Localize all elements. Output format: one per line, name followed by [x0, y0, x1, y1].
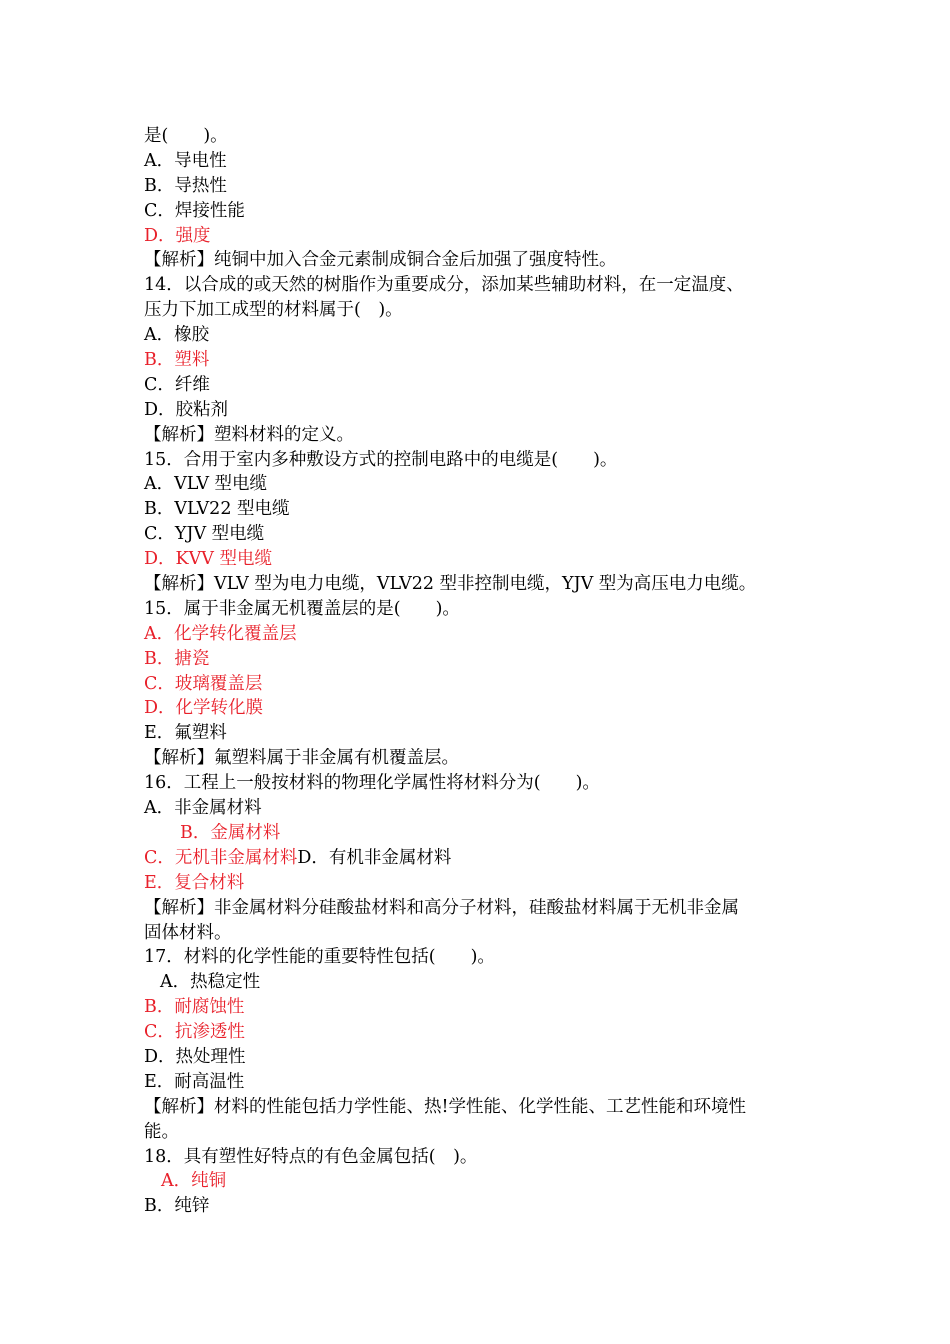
option-a: A．橡胶 — [144, 325, 210, 346]
option-b: B．导热性 — [144, 175, 227, 196]
option-a: A．导电性 — [144, 150, 227, 171]
question-17: 17．材料的化学性能的重要特性包括( )。 — [144, 947, 495, 968]
analysis: 【解析】材料的性能包括力学性能、热!学性能、化学性能、工艺性能和环境性 — [144, 1096, 747, 1117]
analysis-cont: 能。 — [144, 1121, 179, 1142]
option-e-answer: E．复合材料 — [144, 872, 245, 893]
question-18: 18．具有塑性好特点的有色金属包括( )。 — [144, 1146, 478, 1167]
analysis: 【解析】纯铜中加入合金元素制成铜合金后加强了强度特性。 — [144, 250, 617, 271]
option-b-answer: B．塑料 — [144, 350, 210, 371]
option-a-answer: A．纯铜 — [161, 1171, 227, 1192]
option-d: D．胶粘剂 — [144, 399, 229, 420]
option-c: C．YJV 型电缆 — [144, 524, 265, 545]
option-c-answer: C．无机非金属材料 — [144, 847, 298, 868]
question-15a: 15．合用于室内多种敷设方式的控制电路中的电缆是( )。 — [144, 449, 618, 470]
option-e: E．氟塑料 — [144, 723, 227, 744]
analysis: 【解析】VLV 型为电力电缆，VLV22 型非控制电缆，YJV 型为高压电力电缆。 — [144, 574, 757, 595]
option-d: D．热处理性 — [144, 1046, 246, 1067]
analysis: 【解析】非金属材料分硅酸盐材料和高分子材料，硅酸盐材料属于无机非金属 — [144, 897, 739, 918]
question-13-tail: 是( )。 — [144, 126, 228, 146]
option-c-answer: C．玻璃覆盖层 — [144, 673, 263, 694]
option-c-answer: C．抗渗透性 — [144, 1022, 245, 1043]
option-e: E．耐高温性 — [144, 1071, 245, 1092]
option-d-answer: D．化学转化膜 — [144, 698, 264, 719]
option-c: C．焊接性能 — [144, 200, 245, 221]
question-16: 16．工程上一般按材料的物理化学属性将材料分为( )。 — [144, 773, 600, 794]
option-b-answer: B．耐腐蚀性 — [144, 997, 245, 1018]
option-a: A．非金属材料 — [144, 798, 262, 819]
option-c-d-row — [144, 846, 824, 871]
question-14: 14．以合成的或天然的树脂作为重要成分，添加某些辅助材料，在一定温度、 — [144, 275, 744, 296]
question-14-cont: 压力下加工成型的材料属于( )。 — [144, 300, 403, 321]
option-a-answer: A．化学转化覆盖层 — [144, 623, 297, 644]
question-15b: 15．属于非金属无机覆盖层的是( )。 — [144, 598, 460, 619]
option-b-answer: B．金属材料 — [180, 822, 281, 843]
option-c: C．纤维 — [144, 374, 210, 395]
option-d: D．有机非金属材料 — [297, 847, 452, 868]
option-d-answer: D．KVV 型电缆 — [144, 549, 272, 570]
option-a: A．热稳定性 — [160, 972, 261, 993]
option-b-answer: B．搪瓷 — [144, 648, 210, 669]
option-d-answer: D．强度 — [144, 225, 211, 246]
option-b: B．纯锌 — [144, 1196, 210, 1217]
analysis-cont: 固体材料。 — [144, 922, 232, 943]
analysis: 【解析】塑料材料的定义。 — [144, 424, 354, 445]
page-content — [144, 124, 824, 1219]
option-b: B．VLV22 型电缆 — [144, 499, 290, 520]
analysis: 【解析】氟塑料属于非金属有机覆盖层。 — [144, 748, 459, 769]
option-a: A．VLV 型电缆 — [144, 474, 268, 495]
